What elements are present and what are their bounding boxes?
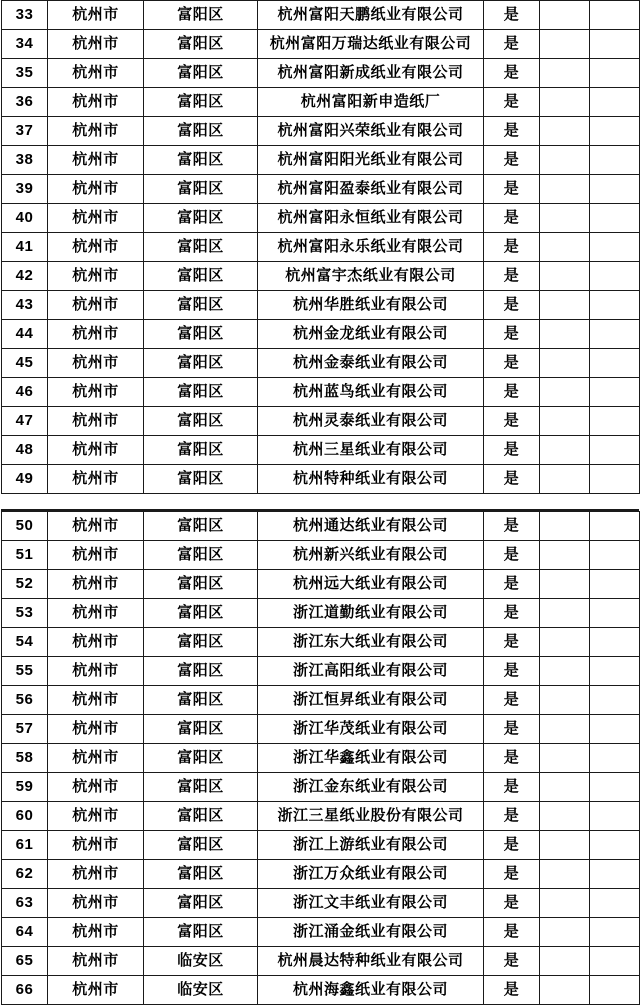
cell-flag: 是 <box>484 233 540 262</box>
cell-district: 富阳区 <box>144 744 258 773</box>
cell-index: 42 <box>2 262 48 291</box>
table-row <box>2 715 640 744</box>
table-block-one <box>1 0 640 494</box>
cell-district: 富阳区 <box>144 320 258 349</box>
cell-district: 富阳区 <box>144 204 258 233</box>
cell-city: 杭州市 <box>48 175 144 204</box>
cell-company-name: 杭州富阳万瑞达纸业有限公司 <box>258 30 484 59</box>
cell-empty <box>590 59 640 88</box>
cell-company-name: 杭州金龙纸业有限公司 <box>258 320 484 349</box>
cell-flag: 是 <box>484 512 540 541</box>
table-body-one <box>2 1 640 494</box>
cell-empty <box>590 320 640 349</box>
table-row <box>2 889 640 918</box>
cell-flag: 是 <box>484 407 540 436</box>
cell-company-name: 浙江高阳纸业有限公司 <box>258 657 484 686</box>
cell-index: 65 <box>2 947 48 976</box>
cell-flag: 是 <box>484 59 540 88</box>
cell-district: 富阳区 <box>144 117 258 146</box>
cell-flag: 是 <box>484 1 540 30</box>
cell-empty <box>590 30 640 59</box>
cell-city: 杭州市 <box>48 599 144 628</box>
cell-city: 杭州市 <box>48 744 144 773</box>
cell-city: 杭州市 <box>48 889 144 918</box>
table-row <box>2 320 640 349</box>
cell-flag: 是 <box>484 291 540 320</box>
cell-district: 临安区 <box>144 976 258 1005</box>
table-row <box>2 291 640 320</box>
cell-company-name: 浙江涌金纸业有限公司 <box>258 918 484 947</box>
cell-flag: 是 <box>484 204 540 233</box>
cell-empty <box>590 599 640 628</box>
table-row <box>2 30 640 59</box>
table-row <box>2 947 640 976</box>
cell-flag: 是 <box>484 657 540 686</box>
cell-empty <box>590 88 640 117</box>
cell-district: 富阳区 <box>144 628 258 657</box>
cell-empty <box>590 1 640 30</box>
cell-flag: 是 <box>484 889 540 918</box>
cell-flag: 是 <box>484 831 540 860</box>
cell-city: 杭州市 <box>48 918 144 947</box>
cell-empty <box>590 541 640 570</box>
cell-company-name: 杭州远大纸业有限公司 <box>258 570 484 599</box>
cell-empty <box>590 233 640 262</box>
cell-index: 48 <box>2 436 48 465</box>
cell-index: 56 <box>2 686 48 715</box>
cell-city: 杭州市 <box>48 378 144 407</box>
table-body-two <box>2 512 640 1005</box>
cell-company-name: 浙江东大纸业有限公司 <box>258 628 484 657</box>
cell-city: 杭州市 <box>48 512 144 541</box>
cell-district: 临安区 <box>144 947 258 976</box>
cell-index: 45 <box>2 349 48 378</box>
cell-empty <box>590 686 640 715</box>
cell-district: 富阳区 <box>144 599 258 628</box>
cell-company-name: 杭州蓝鸟纸业有限公司 <box>258 378 484 407</box>
cell-flag: 是 <box>484 918 540 947</box>
cell-company-name: 浙江恒昇纸业有限公司 <box>258 686 484 715</box>
cell-empty <box>540 117 590 146</box>
cell-empty <box>540 744 590 773</box>
table-row <box>2 436 640 465</box>
cell-index: 66 <box>2 976 48 1005</box>
table-row <box>2 918 640 947</box>
cell-empty <box>540 233 590 262</box>
cell-district: 富阳区 <box>144 262 258 291</box>
cell-empty <box>590 744 640 773</box>
cell-empty <box>590 628 640 657</box>
table-block-two <box>1 511 640 1005</box>
cell-district: 富阳区 <box>144 773 258 802</box>
cell-empty <box>540 715 590 744</box>
cell-flag: 是 <box>484 117 540 146</box>
cell-company-name: 浙江道勤纸业有限公司 <box>258 599 484 628</box>
cell-city: 杭州市 <box>48 976 144 1005</box>
cell-city: 杭州市 <box>48 831 144 860</box>
cell-flag: 是 <box>484 947 540 976</box>
table-row <box>2 657 640 686</box>
cell-company-name: 杭州富阳新成纸业有限公司 <box>258 59 484 88</box>
cell-empty <box>540 320 590 349</box>
cell-city: 杭州市 <box>48 541 144 570</box>
cell-empty <box>540 628 590 657</box>
cell-city: 杭州市 <box>48 117 144 146</box>
cell-flag: 是 <box>484 773 540 802</box>
cell-district: 富阳区 <box>144 88 258 117</box>
table-row <box>2 570 640 599</box>
cell-district: 富阳区 <box>144 889 258 918</box>
cell-company-name: 杭州通达纸业有限公司 <box>258 512 484 541</box>
cell-index: 34 <box>2 30 48 59</box>
cell-city: 杭州市 <box>48 570 144 599</box>
cell-index: 35 <box>2 59 48 88</box>
block-separator <box>0 494 640 509</box>
cell-flag: 是 <box>484 349 540 378</box>
cell-city: 杭州市 <box>48 773 144 802</box>
cell-empty <box>540 918 590 947</box>
cell-empty <box>590 512 640 541</box>
cell-flag: 是 <box>484 262 540 291</box>
cell-index: 54 <box>2 628 48 657</box>
table-row <box>2 512 640 541</box>
cell-city: 杭州市 <box>48 407 144 436</box>
cell-city: 杭州市 <box>48 657 144 686</box>
table-row <box>2 378 640 407</box>
cell-empty <box>540 947 590 976</box>
cell-company-name: 浙江金东纸业有限公司 <box>258 773 484 802</box>
table-row <box>2 744 640 773</box>
cell-empty <box>590 976 640 1005</box>
cell-empty <box>540 541 590 570</box>
cell-district: 富阳区 <box>144 175 258 204</box>
cell-index: 39 <box>2 175 48 204</box>
cell-district: 富阳区 <box>144 465 258 494</box>
cell-district: 富阳区 <box>144 233 258 262</box>
cell-flag: 是 <box>484 378 540 407</box>
cell-flag: 是 <box>484 88 540 117</box>
cell-district: 富阳区 <box>144 831 258 860</box>
cell-empty <box>540 465 590 494</box>
cell-city: 杭州市 <box>48 262 144 291</box>
cell-company-name: 杭州富阳新申造纸厂 <box>258 88 484 117</box>
cell-company-name: 杭州新兴纸业有限公司 <box>258 541 484 570</box>
cell-company-name: 杭州金泰纸业有限公司 <box>258 349 484 378</box>
cell-city: 杭州市 <box>48 686 144 715</box>
cell-city: 杭州市 <box>48 715 144 744</box>
cell-city: 杭州市 <box>48 146 144 175</box>
cell-empty <box>540 599 590 628</box>
cell-empty <box>590 465 640 494</box>
cell-empty <box>590 349 640 378</box>
cell-empty <box>590 802 640 831</box>
cell-empty <box>540 175 590 204</box>
cell-empty <box>590 204 640 233</box>
cell-company-name: 杭州灵泰纸业有限公司 <box>258 407 484 436</box>
cell-flag: 是 <box>484 175 540 204</box>
cell-district: 富阳区 <box>144 570 258 599</box>
cell-index: 57 <box>2 715 48 744</box>
cell-empty <box>590 657 640 686</box>
cell-city: 杭州市 <box>48 436 144 465</box>
table-row <box>2 599 640 628</box>
cell-empty <box>540 59 590 88</box>
cell-company-name: 浙江文丰纸业有限公司 <box>258 889 484 918</box>
cell-empty <box>540 860 590 889</box>
cell-index: 53 <box>2 599 48 628</box>
cell-index: 43 <box>2 291 48 320</box>
table-row <box>2 146 640 175</box>
cell-empty <box>590 918 640 947</box>
cell-index: 60 <box>2 802 48 831</box>
cell-company-name: 杭州富阳阳光纸业有限公司 <box>258 146 484 175</box>
cell-flag: 是 <box>484 541 540 570</box>
table-row <box>2 407 640 436</box>
cell-district: 富阳区 <box>144 512 258 541</box>
table-row <box>2 831 640 860</box>
cell-empty <box>540 831 590 860</box>
table-row <box>2 1 640 30</box>
cell-index: 52 <box>2 570 48 599</box>
cell-company-name: 杭州富阳天鹏纸业有限公司 <box>258 1 484 30</box>
cell-flag: 是 <box>484 744 540 773</box>
cell-company-name: 浙江三星纸业股份有限公司 <box>258 802 484 831</box>
cell-district: 富阳区 <box>144 657 258 686</box>
cell-empty <box>540 802 590 831</box>
cell-empty <box>540 349 590 378</box>
cell-flag: 是 <box>484 320 540 349</box>
cell-city: 杭州市 <box>48 320 144 349</box>
cell-flag: 是 <box>484 860 540 889</box>
cell-empty <box>590 831 640 860</box>
cell-company-name: 杭州富阳永恒纸业有限公司 <box>258 204 484 233</box>
cell-city: 杭州市 <box>48 30 144 59</box>
cell-flag: 是 <box>484 465 540 494</box>
cell-district: 富阳区 <box>144 802 258 831</box>
table-row <box>2 349 640 378</box>
cell-flag: 是 <box>484 976 540 1005</box>
cell-index: 44 <box>2 320 48 349</box>
cell-district: 富阳区 <box>144 436 258 465</box>
cell-district: 富阳区 <box>144 378 258 407</box>
cell-empty <box>540 1 590 30</box>
cell-city: 杭州市 <box>48 802 144 831</box>
cell-empty <box>540 773 590 802</box>
cell-index: 47 <box>2 407 48 436</box>
cell-city: 杭州市 <box>48 88 144 117</box>
cell-index: 59 <box>2 773 48 802</box>
cell-empty <box>540 976 590 1005</box>
cell-empty <box>590 146 640 175</box>
cell-flag: 是 <box>484 436 540 465</box>
cell-index: 36 <box>2 88 48 117</box>
cell-district: 富阳区 <box>144 30 258 59</box>
table-row <box>2 860 640 889</box>
cell-empty <box>540 88 590 117</box>
cell-empty <box>540 657 590 686</box>
cell-empty <box>590 773 640 802</box>
cell-district: 富阳区 <box>144 59 258 88</box>
cell-city: 杭州市 <box>48 204 144 233</box>
cell-district: 富阳区 <box>144 1 258 30</box>
table-row <box>2 628 640 657</box>
table-row <box>2 233 640 262</box>
cell-empty <box>540 407 590 436</box>
cell-company-name: 杭州三星纸业有限公司 <box>258 436 484 465</box>
cell-index: 58 <box>2 744 48 773</box>
table-row <box>2 59 640 88</box>
cell-flag: 是 <box>484 802 540 831</box>
cell-empty <box>590 436 640 465</box>
cell-empty <box>590 715 640 744</box>
cell-company-name: 杭州晨达特种纸业有限公司 <box>258 947 484 976</box>
table-row <box>2 204 640 233</box>
cell-empty <box>540 204 590 233</box>
cell-city: 杭州市 <box>48 860 144 889</box>
cell-index: 37 <box>2 117 48 146</box>
table-row <box>2 802 640 831</box>
cell-flag: 是 <box>484 628 540 657</box>
cell-empty <box>590 570 640 599</box>
cell-empty <box>590 175 640 204</box>
cell-city: 杭州市 <box>48 233 144 262</box>
cell-flag: 是 <box>484 570 540 599</box>
table-row <box>2 686 640 715</box>
cell-index: 38 <box>2 146 48 175</box>
cell-company-name: 杭州华胜纸业有限公司 <box>258 291 484 320</box>
cell-empty <box>540 378 590 407</box>
table-row <box>2 117 640 146</box>
cell-empty <box>540 30 590 59</box>
cell-district: 富阳区 <box>144 541 258 570</box>
cell-district: 富阳区 <box>144 291 258 320</box>
cell-district: 富阳区 <box>144 715 258 744</box>
cell-index: 64 <box>2 918 48 947</box>
cell-district: 富阳区 <box>144 918 258 947</box>
table-row <box>2 976 640 1005</box>
cell-index: 55 <box>2 657 48 686</box>
cell-index: 61 <box>2 831 48 860</box>
cell-empty <box>540 291 590 320</box>
cell-city: 杭州市 <box>48 291 144 320</box>
cell-empty <box>540 570 590 599</box>
cell-district: 富阳区 <box>144 146 258 175</box>
cell-district: 富阳区 <box>144 349 258 378</box>
cell-company-name: 杭州富阳永乐纸业有限公司 <box>258 233 484 262</box>
cell-index: 41 <box>2 233 48 262</box>
cell-index: 46 <box>2 378 48 407</box>
cell-flag: 是 <box>484 146 540 175</box>
cell-flag: 是 <box>484 715 540 744</box>
cell-empty <box>590 262 640 291</box>
cell-index: 49 <box>2 465 48 494</box>
table-row <box>2 88 640 117</box>
cell-city: 杭州市 <box>48 349 144 378</box>
cell-district: 富阳区 <box>144 860 258 889</box>
cell-company-name: 浙江华茂纸业有限公司 <box>258 715 484 744</box>
cell-index: 62 <box>2 860 48 889</box>
table-row <box>2 465 640 494</box>
cell-index: 33 <box>2 1 48 30</box>
cell-city: 杭州市 <box>48 59 144 88</box>
cell-empty <box>590 291 640 320</box>
cell-flag: 是 <box>484 30 540 59</box>
cell-company-name: 杭州海鑫纸业有限公司 <box>258 976 484 1005</box>
cell-company-name: 杭州富阳兴荣纸业有限公司 <box>258 117 484 146</box>
table-row <box>2 262 640 291</box>
cell-district: 富阳区 <box>144 686 258 715</box>
cell-company-name: 浙江上游纸业有限公司 <box>258 831 484 860</box>
cell-empty <box>590 947 640 976</box>
cell-index: 50 <box>2 512 48 541</box>
cell-company-name: 杭州富宇杰纸业有限公司 <box>258 262 484 291</box>
cell-empty <box>590 860 640 889</box>
table-row <box>2 773 640 802</box>
cell-company-name: 浙江万众纸业有限公司 <box>258 860 484 889</box>
cell-index: 63 <box>2 889 48 918</box>
cell-empty <box>590 117 640 146</box>
table-row <box>2 175 640 204</box>
table-row <box>2 541 640 570</box>
cell-city: 杭州市 <box>48 465 144 494</box>
cell-empty <box>540 512 590 541</box>
cell-empty <box>590 378 640 407</box>
cell-index: 40 <box>2 204 48 233</box>
cell-company-name: 浙江华鑫纸业有限公司 <box>258 744 484 773</box>
cell-empty <box>540 262 590 291</box>
cell-empty <box>540 889 590 918</box>
cell-company-name: 杭州特种纸业有限公司 <box>258 465 484 494</box>
cell-empty <box>540 436 590 465</box>
cell-empty <box>590 407 640 436</box>
cell-empty <box>540 146 590 175</box>
cell-company-name: 杭州富阳盈泰纸业有限公司 <box>258 175 484 204</box>
cell-index: 51 <box>2 541 48 570</box>
cell-flag: 是 <box>484 686 540 715</box>
cell-flag: 是 <box>484 599 540 628</box>
cell-empty <box>540 686 590 715</box>
cell-city: 杭州市 <box>48 1 144 30</box>
cell-city: 杭州市 <box>48 947 144 976</box>
cell-city: 杭州市 <box>48 628 144 657</box>
cell-empty <box>590 889 640 918</box>
cell-district: 富阳区 <box>144 407 258 436</box>
